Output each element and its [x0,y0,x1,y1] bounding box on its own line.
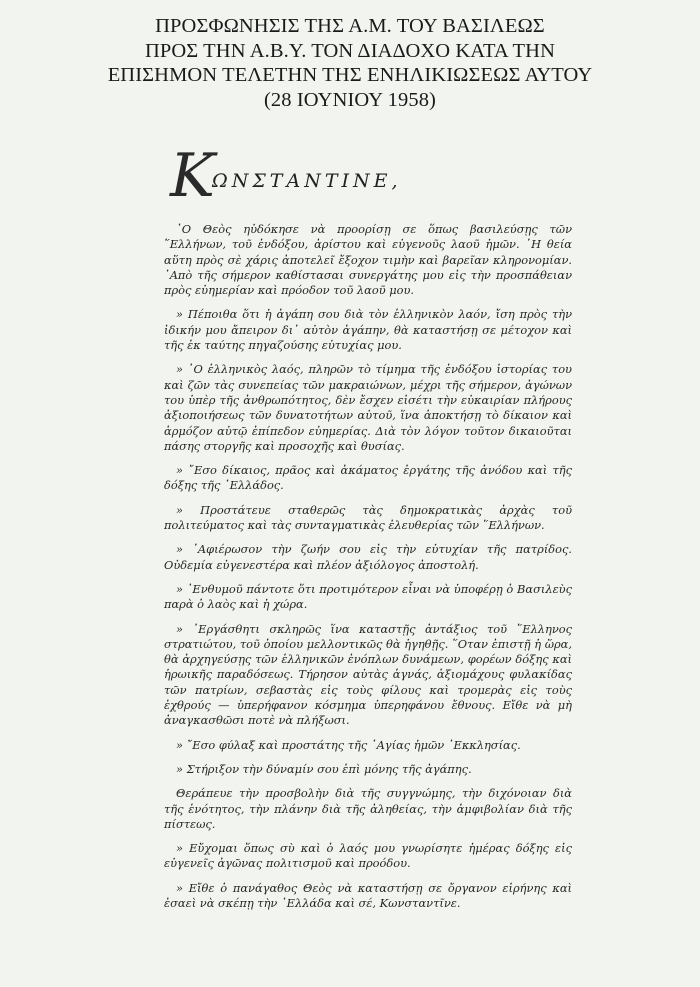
paragraph-13: » Εἴθε ὁ πανάγαθος Θεὸς νὰ καταστήσῃ σε ὄργανον εἰρήνης καὶ ἐσαεὶ νὰ σκέπῃ τὴν ῾Ελλάδα καὶ σέ, Κωνσταντῖνε. [164,880,572,910]
paragraph-8: » ᾿Εργάσθητι σκληρῶς ἵνα καταστῇς ἀντάξιος τοῦ ῞Ελληνος στρατιώτου, τοῦ ὁποίου μελλοντικῶς θὰ ἡγηθῇς. ῞Οταν ἐπιστῇ ἡ ὥρα, θὰ ἀρχηγεύσῃς τῶν ἑλληνικῶν ἐνόπλων δυνάμεων, φορέων δόξης καὶ ἡρωικῆς παραδόσεως. Τήρησον αὐτὰς ἁγνάς, ἀξιομάχους φυλακίδας τῶν πατρίων, σεβαστὰς εἰς τοὺς φίλους καὶ τρομερὰς εἰς τοὺς ἐχθρούς — ὑπερήφανον κόσμημα ὑπερηφάνου ἔθνους. Εἴθε νὰ μὴ ἀναγκασθῶσι ποτὲ νὰ πλήξωσι. [164,621,572,728]
paragraph-10: » Στήριξον τὴν δύναμίν σου ἐπὶ μόνης τῆς ἀγάπης. [176,761,472,776]
paragraph-2: » Πέποιθα ὅτι ἡ ἀγάπη σου διὰ τὸν ἑλληνικὸν λαόν, ἴση πρὸς τὴν ἰδικήν μου ἄπειρον δι᾿ αὐτὸν ἀγάπην, θὰ καταστήσῃ σε μέτοχον καὶ τῆς ἐκ ταύτης πηγαζούσης εὐτυχίας μου. [164,307,572,353]
salutation-rest: ΩΝΣΤΑΝΤΙΝΕ, [212,170,402,192]
paragraph-11: Θεράπευε τὴν προσβολὴν διὰ τῆς συγγνώμης, τὴν διχόνοιαν διὰ τῆς ἑνότητος, τὴν πλάνην διὰ τῆς ἀληθείας, τὴν ἀμφιβολίαν διὰ τῆς πίστεως. [164,786,572,831]
paragraph-12: » Εὔχομαι ὅπως σὺ καὶ ὁ λαός μου γνωρίσητε ἡμέρας δόξης εἰς εὐγενεῖς ἀγῶνας πολιτισμοῦ καὶ προόδου. [164,841,572,871]
document-heading [40,14,660,112]
paragraph-4: » ῎Εσο δίκαιος, πρᾶος καὶ ἀκάματος ἐργάτης τῆς ἀνόδου καὶ τῆς δόξης τῆς ῾Ελλάδος. [164,463,572,493]
salutation [170,141,530,212]
paragraph-7: » ᾿Ενθυμοῦ πάντοτε ὅτι προτιμότερον εἶναι νὰ ὑποφέρῃ ὁ Βασιλεὺς παρὰ ὁ λαὸς καὶ ἡ χώρα. [164,581,572,612]
speech-body [164,222,572,920]
paragraph-5: » Προστάτευε σταθερῶς τὰς δημοκρατικὰς ἀρχὰς τοῦ πολιτεύματος καὶ τὰς συνταγματικὰς ἐλευθερίας τῶν ῞Ελλήνων. [164,502,572,533]
heading-line-3: ΕΠΙΣΗΜΟΝ ΤΕΛΕΤΗΝ ΤΗΣ ΕΝΗΛΙΚΙΩΣΕΩΣ ΑΥΤΟΥ [107,64,593,86]
heading-date: (28 ΙΟΥΝΙΟΥ 1958) [264,88,436,111]
paragraph-6: » ᾿Αφιέρωσον τὴν ζωήν σου εἰς τὴν εὐτυχίαν τῆς πατρίδος. Οὐδεμία εὐγενεστέρα καὶ πλέον ἀξιόλογος ἀποστολή. [164,542,572,572]
paragraph-1: ῾Ο Θεὸς ηὐδόκησε νὰ προορίσῃ σε ὅπως βασιλεύσῃς τῶν ῞Ελλήνων, τοῦ ἐνδόξου, ἀρίστου καὶ εὐγενοῦς λαοῦ ἡμῶν. ῾Η θεία αὕτη πρὸς σὲ χάρις ἀποτελεῖ ἔξοχον τιμὴν καὶ βαρεῖαν κληρονομίαν. ᾿Απὸ τῆς σήμερον καθίστασαι συνεργάτης μου εἰς τὴν προσπάθειαν πρὸς εὐημερίαν καὶ πρόοδον τοῦ λαοῦ μου. [164,222,572,298]
salutation-initial: K [170,141,215,211]
heading-line-1: ΠΡΟΣΦΩΝΗΣΙΣ ΤΗΣ Α.Μ. ΤΟΥ ΒΑΣΙΛΕΩΣ [155,15,545,37]
heading-line-2: ΠΡΟΣ ΤΗΝ Α.Β.Υ. ΤΟΝ ΔΙΑΔΟΧΟ ΚΑΤΑ ΤΗΝ [144,39,555,62]
paragraph-9: » ῎Εσο φύλαξ καὶ προστάτης τῆς ῾Αγίας ἡμῶν ᾿Εκκλησίας. [176,737,521,752]
paragraph-3: » ῾Ο ἑλληνικὸς λαός, πληρῶν τὸ τίμημα τῆς ἐνδόξου ἱστορίας του καὶ ζῶν τὰς συνεπείας τῶν μακραιώνων, μέχρι τῆς σήμερον, ἀγώνων του ὑπὲρ τῆς ἀνθρωπότητος, δὲν ἔσχεν εἰσέτι τὴν εὐκαιρίαν πλήρους ἀξιοποιήσεως τῶν δυνατοτήτων αὐτοῦ, ἵνα ἀποκτήσῃ τὸ δίκαιον καὶ ἁρμόζον αὐτῷ ἐπίπεδον εὐημερίας. Διὰ τὸν λόγον τοῦτον δικαιοῦται πάσης στοργῆς καὶ προσοχῆς καὶ θυσίας. [164,362,572,453]
